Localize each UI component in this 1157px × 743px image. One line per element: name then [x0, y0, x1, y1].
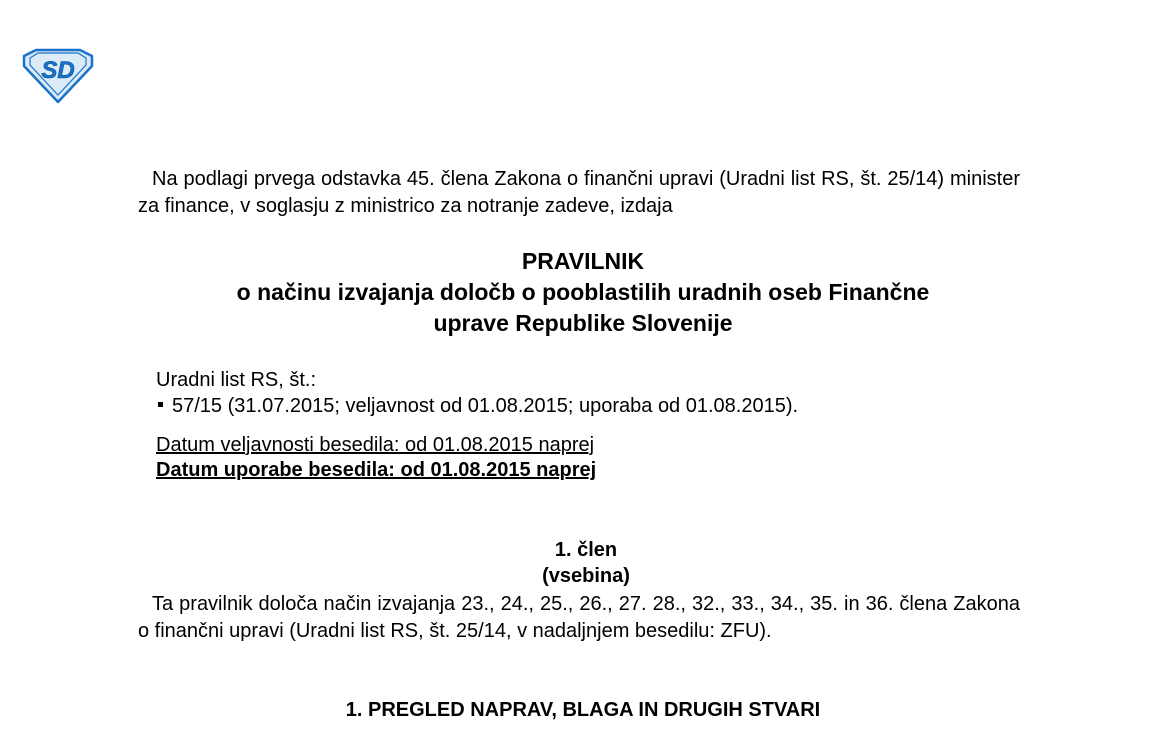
title-line-1: PRAVILNIK: [521, 248, 645, 274]
title-line-3: uprave Republike Slovenije: [433, 310, 733, 336]
use-date: Datum uporabe besedila: od 01.08.2015 naprej: [156, 459, 597, 481]
validity-date: Datum veljavnosti besedila: od 01.08.2015 naprej: [156, 434, 595, 456]
bullet-icon: [158, 402, 163, 407]
title-line-2: o načinu izvajanja določb o pooblastilih uradnih oseb Finančne: [236, 279, 930, 305]
document-title: [138, 246, 1028, 339]
gazette-item-text: 57/15 (31.07.2015; veljavnost od 01.08.2015; uporaba od 01.08.2015).: [172, 395, 799, 417]
intro-paragraph: Na podlagi prvega odstavka 45. člena Zakona o finančni upravi (Uradni list RS, št. 25/14) minister za finance, v soglasju z ministrico za notranje zadeve, izdaja: [138, 168, 1020, 217]
gazette-label: Uradni list RS, št.:: [156, 369, 317, 391]
article-1-subject: (vsebina): [542, 565, 630, 587]
sd-logo: [22, 48, 94, 104]
gazette-item: [156, 393, 798, 419]
section-1-heading: 1. PREGLED NAPRAV, BLAGA IN DRUGIH STVARI: [345, 699, 821, 721]
logo-text: SD: [41, 57, 75, 84]
article-1-number: 1. člen: [554, 539, 618, 561]
article-1-text: Ta pravilnik določa način izvajanja 23., 24., 25., 26., 27. 28., 32., 33., 34., 35. in 36. člena Zakona o finančni upravi (Uradni list RS, št. 25/14, v nadaljnjem besedilu: ZFU).: [138, 593, 1020, 642]
